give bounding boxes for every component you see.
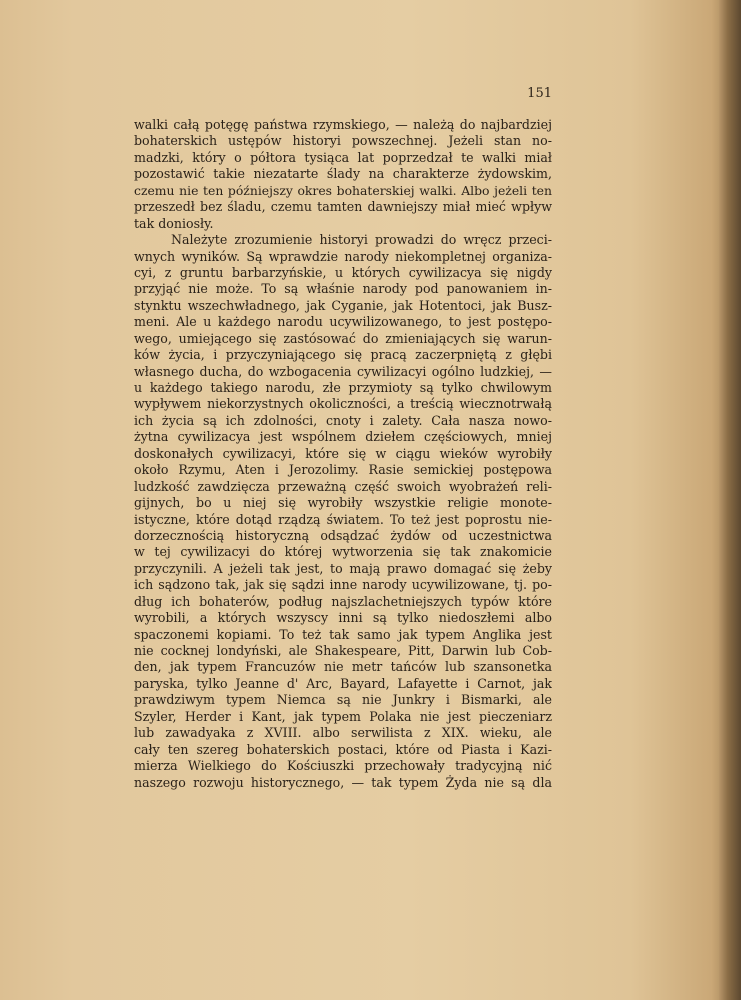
text-line: Szyler, Herder i Kant, jak typem Polaka nie jest pieczeniarz	[134, 708, 552, 724]
text-line: pozostawić takie niezatarte ślady na charakterze żydowskim,	[134, 166, 552, 182]
text-line: czemu nie ten późniejszy okres bohaterskiej walki. Albo jeżeli ten	[134, 182, 552, 198]
text-line: doskonałych cywilizacyi, które się w ciągu wieków wyrobiły	[134, 445, 552, 461]
text-line: wnych wyników. Są wprawdzie narody niekompletnej organiza-	[134, 248, 552, 264]
text-line: u każdego takiego narodu, złe przymioty są tylko chwilowym	[134, 380, 552, 395]
text-line: w tej cywilizacyi do której wytworzenia się tak znakomicie	[134, 544, 552, 560]
text-line: przeszedł bez śladu, czemu tamten dawniejszy miał mieć wpływ	[134, 199, 552, 215]
text-line: gijnych, bo u niej się wyrobiły wszystkie religie monote-	[134, 495, 552, 511]
text-line: ich życia są ich zdolności, cnoty i zalety. Cała nasza nowo-	[134, 412, 552, 428]
text-line: tak doniosły.	[134, 215, 214, 231]
text-line: wego, umiejącego się zastósować do zmieniających się warun-	[134, 330, 552, 346]
text-line: istyczne, które dotąd rządzą światem. To też jest poprostu nie-	[134, 511, 552, 527]
text-line: ich sądzono tak, jak się sądzi inne narody ucywilizowane, tj. po-	[134, 577, 552, 593]
paragraph	[134, 232, 552, 791]
text-line: paryska, tylko Jeanne d' Arc, Bayard, Lafayette i Carnot, jak	[134, 675, 552, 691]
text-line: bohaterskich ustępów historyi powszechnej. Jeżeli stan no-	[134, 133, 552, 149]
text-line: walki całą potęgę państwa rzymskiego, — należą do najbardziej	[134, 117, 552, 132]
text-line: przyjąć nie może. To są właśnie narody pod panowaniem in-	[134, 281, 552, 297]
text-line: własnego ducha, do wzbogacenia cywilizacyi ogólno ludzkiej, —	[134, 363, 552, 379]
text-line: meni. Ale u każdego narodu ucywilizowanego, to jest postępo-	[134, 314, 552, 330]
body-text	[134, 117, 552, 791]
paragraph	[134, 117, 552, 232]
text-line: den, jak typem Francuzów nie metr tańców lub szansonetka	[134, 659, 552, 675]
text-line: dorzecznością historyczną odsądzać żydów od uczestnictwa	[134, 527, 552, 543]
text-line: ków życia, i przyczyniającego się pracą zaczerpniętą z głębi	[134, 347, 552, 363]
text-line: madzki, który o półtora tysiąca lat poprzedzał te walki miał	[134, 149, 552, 165]
text-line: mierza Wielkiego do Kościuszki przechowały tradycyjną nić	[134, 758, 552, 774]
text-line: żytna cywilizacya jest wspólnem dziełem częściowych, mniej	[134, 429, 552, 445]
text-line: spaczonemi kopiami. To też tak samo jak typem Anglika jest	[134, 626, 552, 642]
text-line: cyi, z gruntu barbarzyńskie, u których cywilizacya się nigdy	[134, 264, 552, 280]
text-line: około Rzymu, Aten i Jerozolimy. Rasie semickiej postępowa	[134, 462, 552, 478]
text-line: cały ten szereg bohaterskich postaci, które od Piasta i Kazi-	[134, 741, 552, 757]
text-line: lub zawadyaka z XVIII. albo serwilista z XIX. wieku, ale	[134, 725, 552, 741]
text-line: wyrobili, a których wszyscy inni są tylko niedoszłemi albo	[134, 610, 552, 626]
text-line: przyczynili. A jeżeli tak jest, to mają prawo domagać się żeby	[134, 560, 552, 576]
text-line: naszego rozwoju historycznego, — tak typem Żyda nie są dla	[134, 774, 552, 790]
text-line: prawdziwym typem Niemca są nie Junkry i Bismarki, ale	[134, 692, 552, 708]
text-line: dług ich bohaterów, podług najszlachetniejszych typów które	[134, 593, 552, 609]
text-line: ludzkość zawdzięcza przeważną część swoich wyobrażeń reli-	[134, 478, 552, 494]
text-line: nie cocknej londyński, ale Shakespeare, Pitt, Darwin lub Cob-	[134, 643, 552, 658]
page-number: 151	[527, 86, 552, 101]
text-line: wypływem niekorzystnych okoliczności, a treścią wiecznotrwałą	[134, 396, 552, 412]
text-line: stynktu wszechwładnego, jak Cyganie, jak Hotentoci, jak Busz-	[134, 297, 552, 313]
text-line: Należyte zrozumienie historyi prowadzi do wręcz przeci-	[171, 232, 552, 248]
page-edge	[719, 0, 741, 1000]
